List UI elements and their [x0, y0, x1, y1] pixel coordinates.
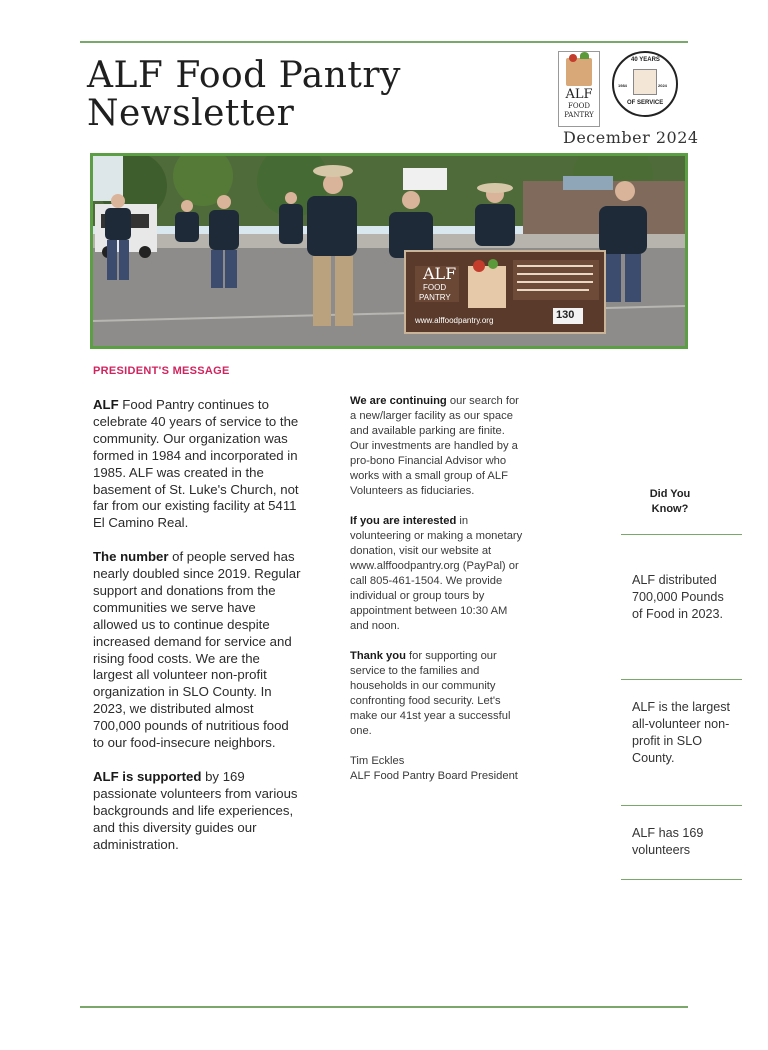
alf-logo: [558, 51, 600, 127]
did-you-know-fact: ALF is the largest all-volunteer non-profit in SLO County.: [632, 700, 730, 765]
sidebar-divider: [621, 679, 742, 680]
paragraph-lead: The number: [93, 549, 169, 565]
continued-paragraph: [350, 514, 525, 634]
paragraph-lead: We are continuing: [350, 395, 447, 407]
greens-icon: [580, 52, 589, 59]
paragraph-lead: If you are interested: [350, 515, 457, 527]
seal-year-left: 1984: [618, 83, 627, 88]
section-heading-presidents-message: PRESIDENT'S MESSAGE: [93, 365, 230, 377]
paragraph-lead: ALF is supported: [93, 768, 202, 784]
banner-text-food: FOOD: [423, 283, 447, 292]
paragraph-text: Food Pantry continues to celebrate 40 years of service to the community. Our organization was formed in 1984 and incorporated in 1985. ALF was created in the basement of St. Luke's Church, not far from our existing facility at 5411 El Camino Real.: [93, 397, 299, 531]
banner-number: 130: [556, 309, 575, 321]
message-continued-column: [350, 394, 525, 784]
president-paragraph: [93, 769, 303, 854]
seal-bottom-text: OF SERVICE: [627, 100, 664, 106]
logo-text-alf: ALF: [565, 87, 593, 102]
40-years-seal: [612, 51, 678, 117]
parade-photo: [90, 153, 688, 349]
paragraph-text: of people served has nearly doubled since 2019. Regular support and donations from the communities we serve have allowed us to continue despite increased demand for service and rising food costs. We are the largest all volunteer non-profit organization in SLO County. In 2023, we distributed almost 700,000 pounds of nutritious food to our food-insecure neighbors.: [93, 549, 301, 751]
top-rule: [80, 41, 688, 43]
seal-top-text: 40 YEARS: [631, 57, 660, 63]
did-you-know-fact: ALF distributed 700,000 Pounds of Food in 2023.: [632, 573, 724, 621]
paragraph-lead: ALF: [93, 397, 119, 412]
title-line-2: Newsletter: [87, 93, 295, 134]
sidebar-divider: [621, 534, 742, 535]
tomato-icon: [569, 54, 577, 62]
signature-name: Tim Eckles: [350, 755, 405, 767]
banner-text-pantry: PANTRY: [419, 293, 451, 302]
paragraph-text: in volunteering or making a monetary donation, visit our website at www.alffoodpantry.org (PayPal) or call 805-461-1504. We provide individual or group tours by appointment between 10:30 AM and noon.: [350, 515, 523, 632]
paragraph-lead: Thank you: [350, 650, 406, 662]
logo-text-pantry: PANTRY: [564, 111, 594, 119]
president-paragraph: [93, 549, 303, 752]
issue-date: December 2024: [563, 128, 699, 147]
newsletter-title: [87, 57, 401, 133]
banner-url: www.alffoodpantry.org: [415, 316, 494, 325]
did-you-know-fact: ALF has 169 volunteers: [632, 826, 704, 857]
grocery-bag-icon: [566, 58, 592, 86]
bottom-rule: [80, 1006, 688, 1008]
paragraph-text: for supporting our service to the families and households in our community confronting food security. Let's make our 41st year a successful one.: [350, 650, 511, 737]
president-paragraph: [93, 397, 303, 532]
did-you-know-title: Did You Know?: [649, 488, 691, 515]
paragraph-text: our search for a new/larger facility as our space and available parking are finite. Our investments are handled by a pro-bono Financial Advisor who works with a small group of ALF Volunteers as fiduciaries.: [350, 395, 519, 497]
title-line-1: ALF Food Pantry: [87, 55, 401, 96]
sidebar-divider: [621, 879, 742, 880]
presidents-message-column: [93, 397, 303, 853]
seal-logo-icon: [633, 69, 657, 95]
continued-paragraph: [350, 649, 525, 739]
logo-text-food: FOOD: [568, 102, 590, 110]
signature-title: ALF Food Pantry Board President: [350, 770, 518, 782]
continued-paragraph: [350, 394, 525, 499]
signature-block: [350, 754, 525, 784]
sidebar-divider: [621, 805, 742, 806]
seal-year-right: 2024: [658, 83, 667, 88]
banner-text-alf: ALF: [423, 264, 457, 283]
paragraph-text: by 169 passionate volunteers from various backgrounds and life experiences, and this diversity guides our administration.: [93, 768, 298, 852]
